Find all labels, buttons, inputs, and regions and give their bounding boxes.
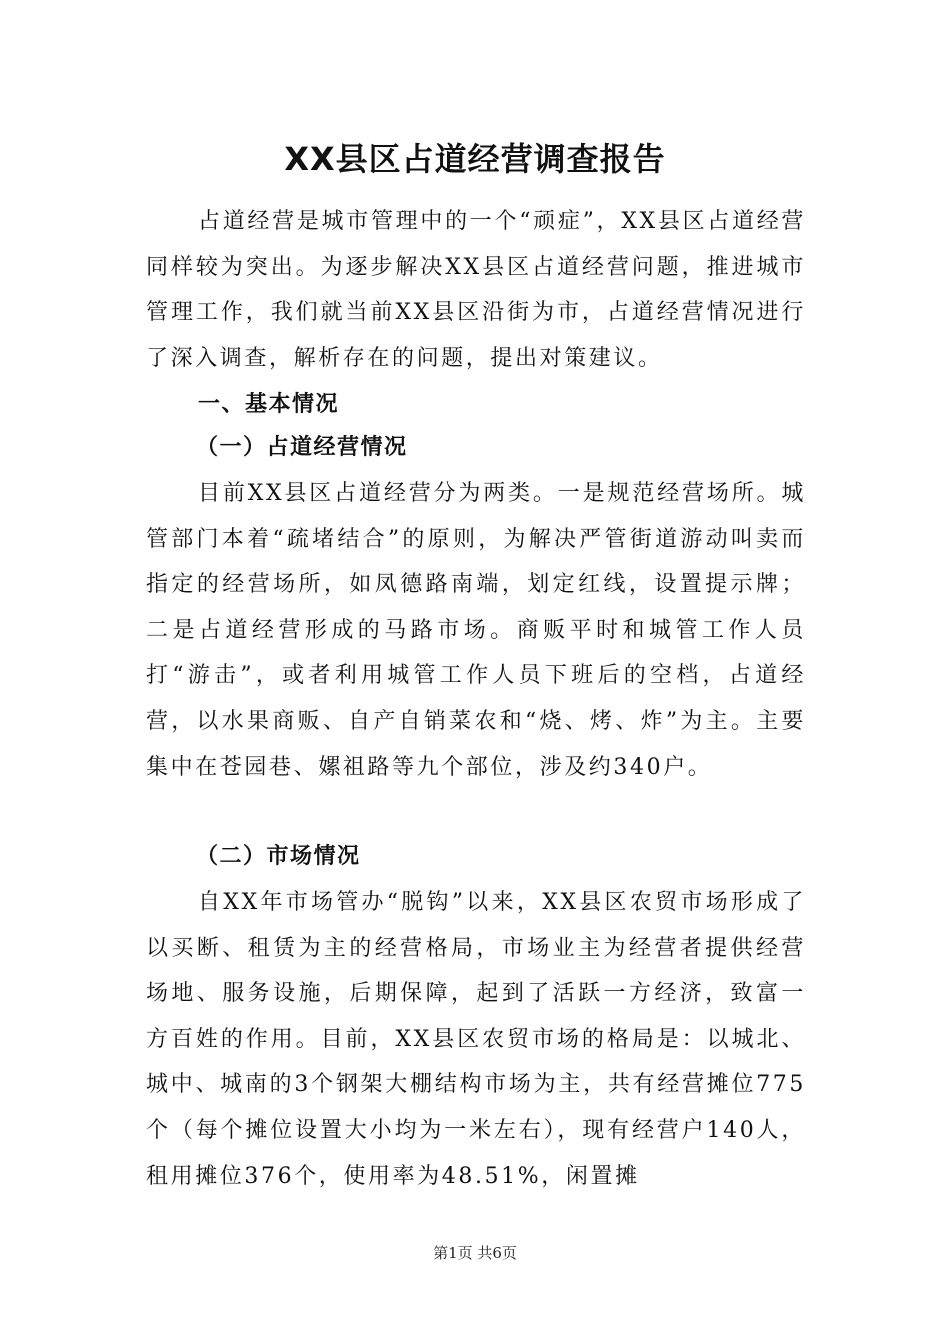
section-heading-basic-situation: 一、基本情况 [198,392,340,417]
page-footer: 第1页 共6页 [433,1244,517,1262]
intro-paragraph: 占道经营是城市管理中的一个“顽症”，XX县区占道经营同样较为突出。为逐步解决XX县区占道经营问题，推进城市管理工作，我们就当前XX县区沿街为市，占道经营情况进行了深入调查，解析存在的问题，提出对策建议。 [146,209,806,371]
subsection-heading-market: （二）市场情况 [196,844,361,869]
subsection-street-business-paragraph: 目前XX县区占道经营分为两类。一是规范经营场所。城管部门本着“疏堵结合”的原则，为解决严管街道游动叫卖而指定的经营场所，如凤德路南端，划定红线，设置提示牌；二是占道经营形成的马路市场。商贩平时和城管工作人员打“游击”，或者利用城管工作人员下班后的空档，占道经营，以水果商贩、自产自销菜农和“烧、烤、炸”为主。主要集中在苍园巷、嫘祖路等九个部位，涉及约340户。 [146,481,806,780]
subsection-market-paragraph: 自XX年市场管办“脱钩”以来，XX县区农贸市场形成了以买断、租赁为主的经营格局，市场业主为经营者提供经营场地、服务设施，后期保障，起到了活跃一方经济，致富一方百姓的作用。目前，XX县区农贸市场的格局是：以城北、城中、城南的3个钢架大棚结构市场为主，共有经营摊位775个（每个摊位设置大小均为一米左右），现有经营户140人，租用摊位376个，使用率为48.51%，闲置摊 [146,890,806,1189]
document-title: XX县区占道经营调查报告 [284,140,666,178]
subsection-heading-street-business: （一）占道经营情况 [196,435,408,460]
